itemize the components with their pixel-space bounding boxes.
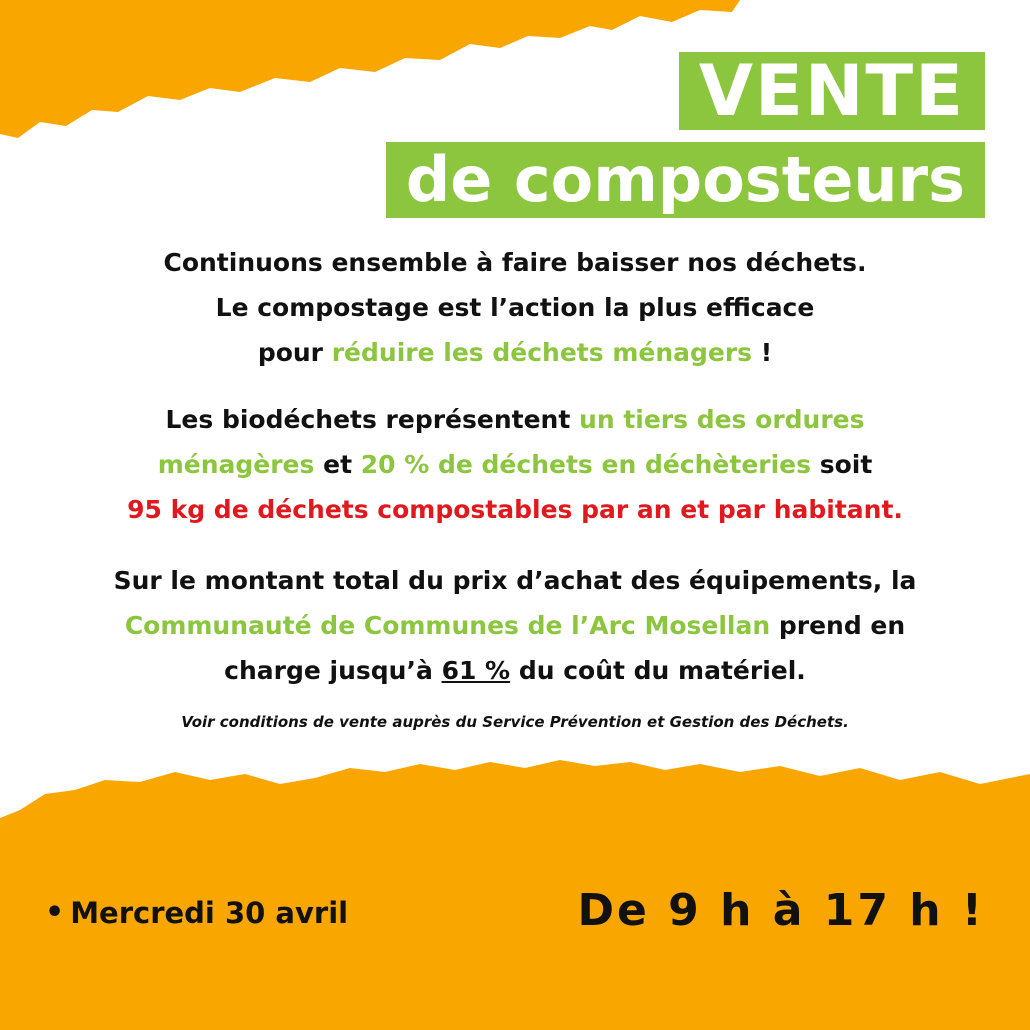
third-of-waste-highlight: un tiers des ordures <box>579 405 865 434</box>
intro-line-2: Le compostage est l’action la plus efficace <box>215 293 815 322</box>
biowaste-line-2 <box>40 442 990 487</box>
intro-line-1: Continuons ensemble à faire baisser nos déchets. <box>163 248 867 277</box>
bullet-icon: • <box>45 895 65 930</box>
title-vente: VENTE <box>679 52 985 130</box>
funding-line-2-suffix: prend en <box>770 611 906 640</box>
funding-line-3-suffix: du coût du matériel. <box>510 656 806 685</box>
intro-line-3 <box>40 330 990 375</box>
event-date-text: Mercredi 30 avril <box>70 895 349 930</box>
biowaste-line-1 <box>40 397 990 442</box>
biowaste-line-2-suffix: soit <box>811 450 873 479</box>
intro-line-3-suffix: ! <box>752 338 773 367</box>
percentage-underlined: 61 % <box>441 656 511 685</box>
funding-paragraph <box>40 558 990 693</box>
funding-line-3 <box>40 648 990 693</box>
community-name-highlight: Communauté de Communes de l’Arc Mosellan <box>124 611 771 640</box>
event-date <box>45 895 348 930</box>
funding-line-2 <box>40 603 990 648</box>
title-de-composteurs: de composteurs <box>386 142 985 218</box>
biowaste-line-1-prefix: Les biodéchets représentent <box>165 405 580 434</box>
event-hours: De 9 h à 17 h ! <box>577 885 985 936</box>
biowaste-paragraph <box>40 397 990 532</box>
funding-line-3-prefix: charge jusqu’à <box>224 656 442 685</box>
recycling-centre-highlight: 20 % de déchets en déchèteries <box>360 450 812 479</box>
intro-paragraph <box>40 240 990 375</box>
funding-line-1: Sur le montant total du prix d’achat des équipements, la <box>113 566 917 595</box>
biowaste-line-2-middle: et <box>314 450 361 479</box>
household-highlight: ménagères <box>157 450 315 479</box>
reduce-waste-highlight: réduire les déchets ménagers <box>331 338 753 367</box>
intro-line-3-prefix: pour <box>257 338 332 367</box>
conditions-note: Voir conditions de vente auprès du Service Prévention et Gestion des Déchets. <box>181 713 849 731</box>
kg-per-inhabitant-highlight: 95 kg de déchets compostables par an et par habitant. <box>127 495 903 524</box>
